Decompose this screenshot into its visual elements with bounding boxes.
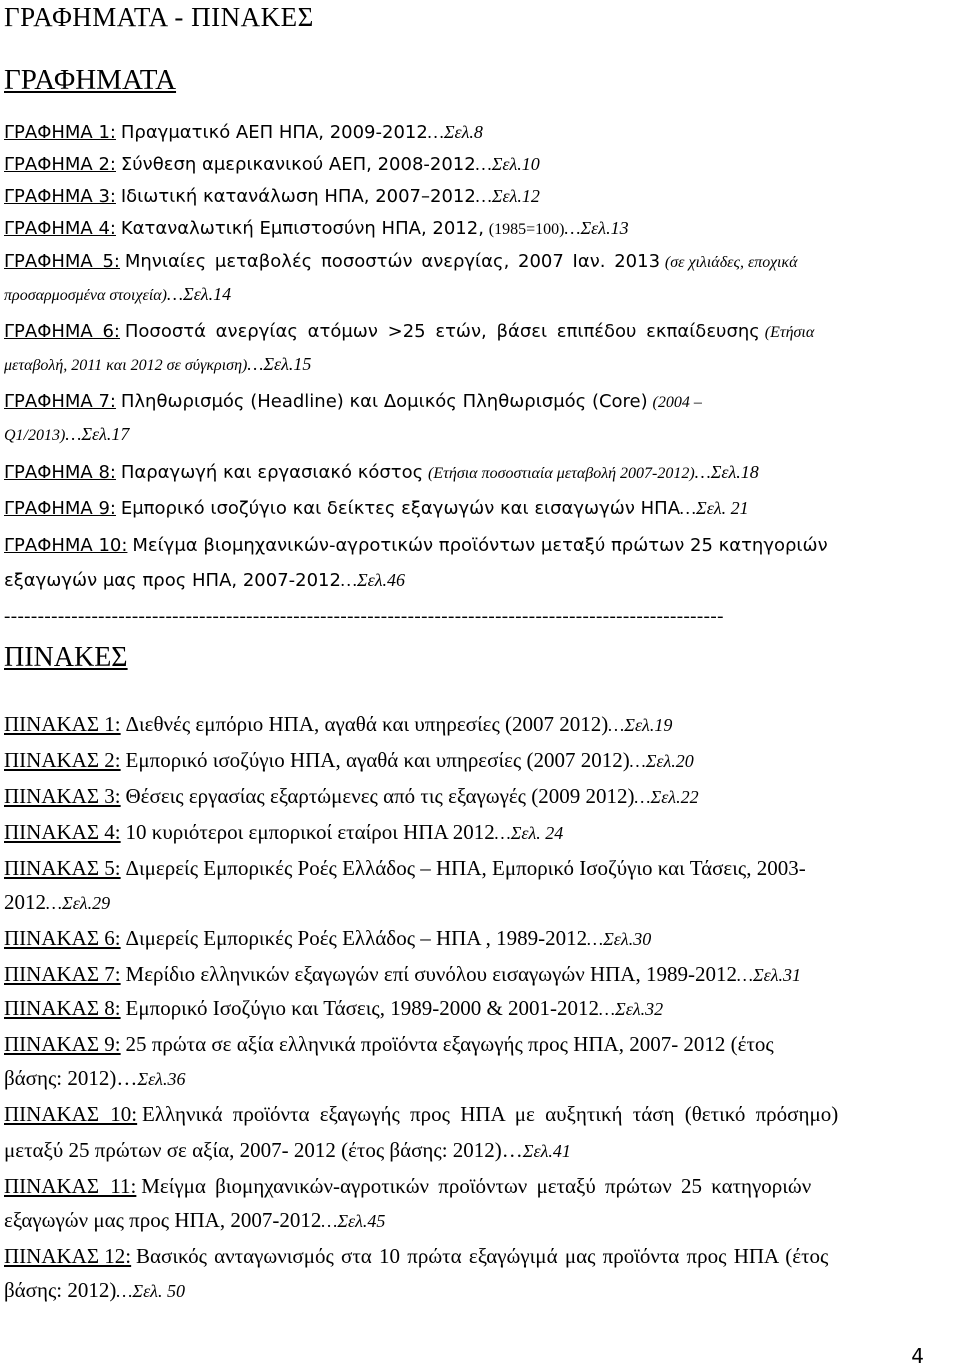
table-entry-7: ΠΙΝΑΚΑΣ 7: Μερίδιο ελληνικών εξαγωγών επί συνόλου εισαγωγών ΗΠΑ, 1989-2012…Σελ.31 xyxy=(4,962,802,986)
chart-entry-10-cont: εξαγωγών μας προς ΗΠΑ, 2007-2012…Σελ.46 xyxy=(4,570,406,591)
page-number: 4 xyxy=(911,1344,924,1368)
table-entry-6: ΠΙΝΑΚΑΣ 6: Διμερείς Εμπορικές Ροές Ελλάδος – ΗΠΑ , 1989-2012…Σελ.30 xyxy=(4,926,652,950)
table-entry-9: ΠΙΝΑΚΑΣ 9: 25 πρώτα σε αξία ελληνικά προϊόντα εξαγωγής προς ΗΠΑ, 2007- 2012 (έτος xyxy=(4,1032,774,1056)
charts-heading: ΓΡΑΦΗΜΑΤΑ xyxy=(4,64,177,96)
table-entry-12-cont: βάσης: 2012)…Σελ. 50 xyxy=(4,1278,185,1302)
table-entry-5: ΠΙΝΑΚΑΣ 5: Διμερείς Εμπορικές Ροές Ελλάδος – ΗΠΑ, Εμπορικό Ισοζύγιο και Τάσεις, 2003- xyxy=(4,856,806,880)
chart-entry-5: ΓΡΑΦΗΜΑ 5: Μηνιαίες μεταβολές ποσοστών ανεργίας, 2007 Ιαν. 2013 (σε χιλιάδες, εποχικά xyxy=(4,251,798,272)
table-entry-10-cont: μεταξύ 25 πρώτων σε αξία, 2007- 2012 (έτος βάσης: 2012)…Σελ.41 xyxy=(4,1138,571,1162)
chart-entry-10: ΓΡΑΦΗΜΑ 10: Μείγμα βιομηχανικών-αγροτικών προϊόντων μεταξύ πρώτων 25 κατηγοριών xyxy=(4,535,828,556)
table-entry-10: ΠΙΝΑΚΑΣ 10: Ελληνικά προϊόντα εξαγωγής προς ΗΠΑ με αυξητική τάση (θετικό πρόσημο) xyxy=(4,1102,839,1126)
separator-line: ----------------------------------------------------------------------------------------------------------- xyxy=(4,606,724,627)
table-entry-12: ΠΙΝΑΚΑΣ 12: Βασικός ανταγωνισμός στα 10 πρώτα εξαγώγιμά μας προϊόντα προς ΗΠΑ (έτος xyxy=(4,1244,829,1268)
chart-entry-2: ΓΡΑΦΗΜΑ 2: Σύνθεση αμερικανικού ΑΕΠ, 2008-2012…Σελ.10 xyxy=(4,154,540,175)
chart-entry-5-cont: προσαρμοσμένα στοιχεία)…Σελ.14 xyxy=(4,284,232,304)
page-title: ΓΡΑΦΗΜΑΤΑ - ΠΙΝΑΚΕΣ xyxy=(4,2,314,32)
chart-entry-7-cont: Q1/2013)…Σελ.17 xyxy=(4,424,130,444)
table-entry-2: ΠΙΝΑΚΑΣ 2: Εμπορικό ισοζύγιο ΗΠΑ, αγαθά και υπηρεσίες (2007 2012)…Σελ.20 xyxy=(4,748,694,772)
table-entry-5-cont: 2012…Σελ.29 xyxy=(4,890,111,914)
table-entry-11-cont: εξαγωγών μας προς ΗΠΑ, 2007-2012…Σελ.45 xyxy=(4,1208,386,1232)
table-entry-9-cont: βάσης: 2012)…Σελ.36 xyxy=(4,1066,186,1090)
table-entry-1: ΠΙΝΑΚΑΣ 1: Διεθνές εμπόριο ΗΠΑ, αγαθά και υπηρεσίες (2007 2012)…Σελ.19 xyxy=(4,712,673,736)
chart-label: ΓΡΑΦΗΜΑ 1: xyxy=(4,122,116,143)
chart-entry-6-cont: μεταβολή, 2011 και 2012 σε σύγκριση)…Σελ.15 xyxy=(4,354,312,374)
table-entry-3: ΠΙΝΑΚΑΣ 3: Θέσεις εργασίας εξαρτώμενες από τις εξαγωγές (2009 2012)…Σελ.22 xyxy=(4,784,699,808)
table-entry-4: ΠΙΝΑΚΑΣ 4: 10 κυριότεροι εμπορικοί εταίροι ΗΠΑ 2012…Σελ. 24 xyxy=(4,820,564,844)
table-entry-11: ΠΙΝΑΚΑΣ 11: Μείγμα βιομηχανικών-αγροτικών προϊόντων μεταξύ πρώτων 25 κατηγοριών xyxy=(4,1174,812,1198)
chart-entry-4: ΓΡΑΦΗΜΑ 4: Καταναλωτική Εμπιστοσύνη ΗΠΑ, 2012, (1985=100)…Σελ.13 xyxy=(4,218,629,239)
chart-entry-6: ΓΡΑΦΗΜΑ 6: Ποσοστά ανεργίας ατόμων >25 ετών, βάσει επιπέδου εκπαίδευσης (Ετήσια xyxy=(4,321,815,342)
tables-heading: ΠΙΝΑΚΕΣ xyxy=(4,642,128,673)
chart-entry-1: ΓΡΑΦΗΜΑ 1: Πραγματικό ΑΕΠ ΗΠΑ, 2009-2012…Σελ.8 xyxy=(4,122,483,143)
chart-entry-7: ΓΡΑΦΗΜΑ 7: Πληθωρισμός (Headline) και Δομικός Πληθωρισμός (Core) (2004 – xyxy=(4,391,702,412)
table-entry-8: ΠΙΝΑΚΑΣ 8: Εμπορικό Ισοζύγιο και Τάσεις, 1989-2000 & 2001-2012…Σελ.32 xyxy=(4,996,664,1020)
chart-entry-9: ΓΡΑΦΗΜΑ 9: Εμπορικό ισοζύγιο και δείκτες εξαγωγών και εισαγωγών ΗΠΑ…Σελ. 21 xyxy=(4,498,749,519)
chart-entry-8: ΓΡΑΦΗΜΑ 8: Παραγωγή και εργασιακό κόστος (Ετήσια ποσοστιαία μεταβολή 2007-2012)…Σελ.18 xyxy=(4,462,759,483)
chart-entry-3: ΓΡΑΦΗΜΑ 3: Ιδιωτική κατανάλωση ΗΠΑ, 2007–2012…Σελ.12 xyxy=(4,186,540,207)
